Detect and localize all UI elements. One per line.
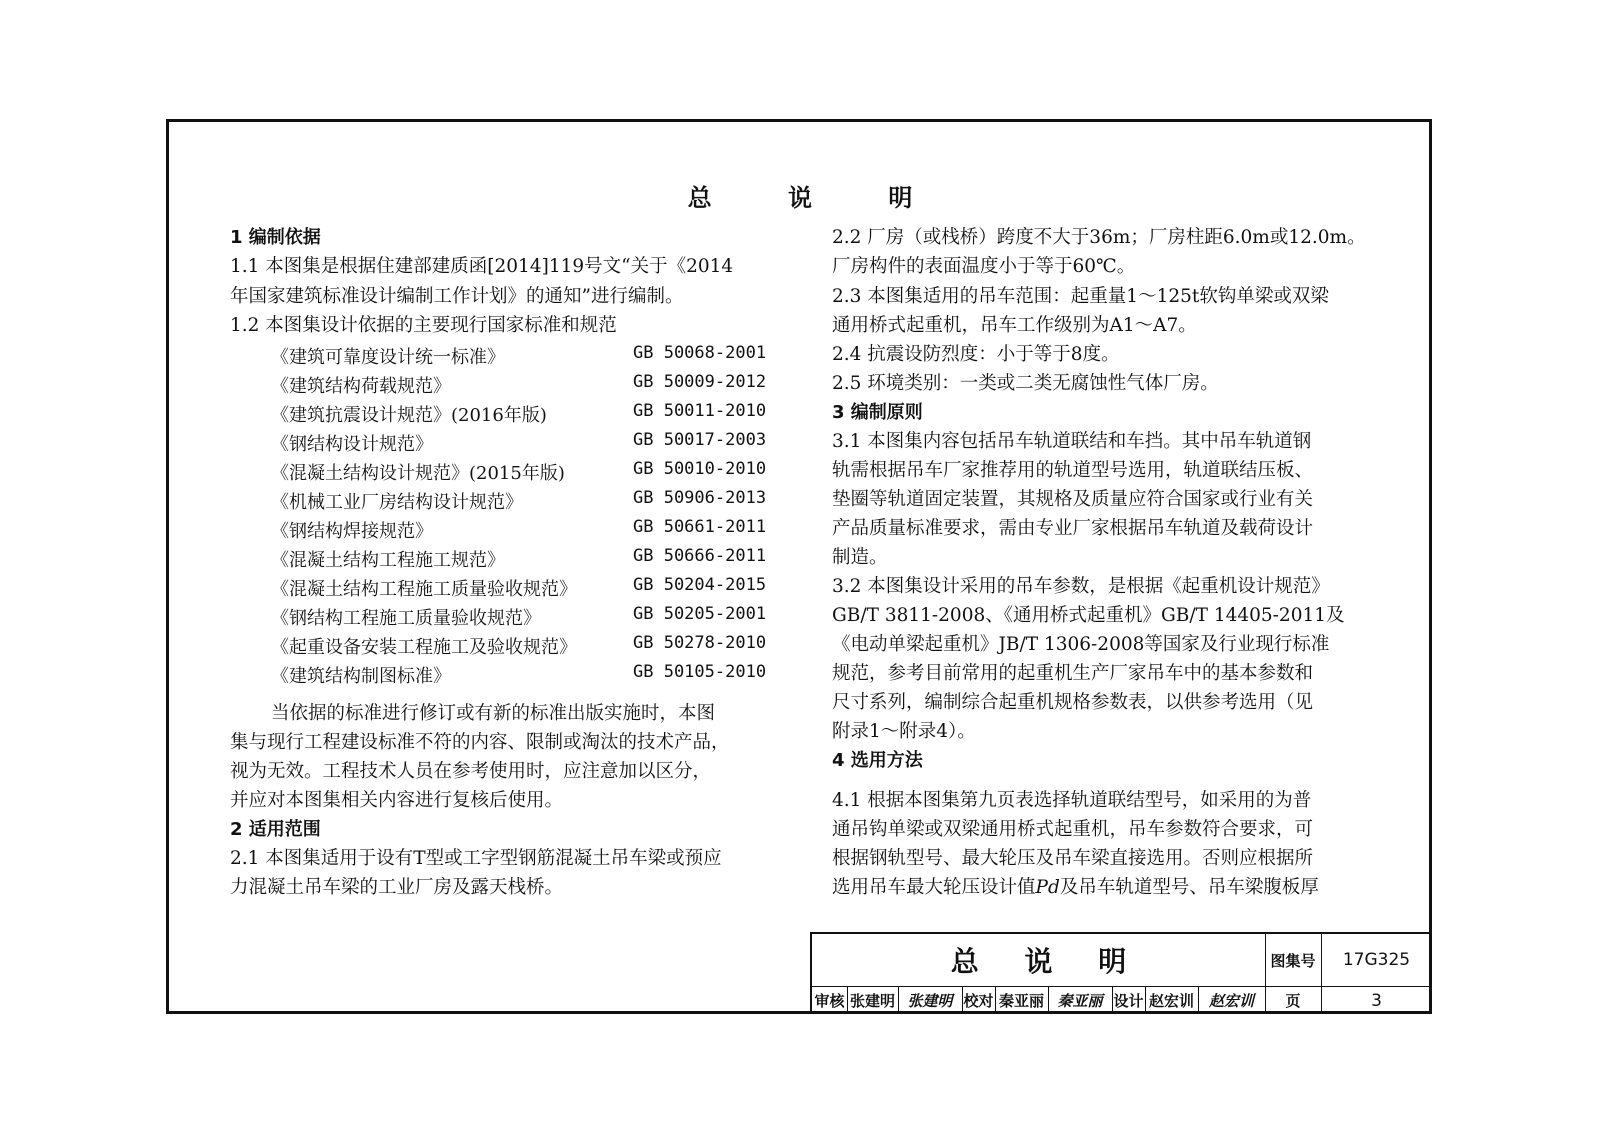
clause-3-2-line2: GB/T 3811-2008、《通用桥式起重机》GB/T 14405-2011及 [832, 605, 1345, 626]
section-3-heading: 3 编制原则 [832, 402, 923, 423]
standard-row [0, 633, 800, 657]
clause-3-2-line6: 附录1～附录4）。 [832, 721, 976, 742]
page-number: 3 [1371, 990, 1382, 1011]
section-2-heading: 2 适用范围 [230, 819, 321, 840]
standard-name: 《建筑结构制图标准》 [271, 666, 451, 687]
clause-4-1-line4-a: 选用吊车最大轮压设计值 [832, 877, 1036, 898]
designer-name: 赵宏训 [1148, 992, 1194, 1010]
standard-row [0, 546, 800, 570]
clause-4-1-line3: 根据钢轨型号、最大轮压及吊车梁直接选用。否则应根据所 [832, 848, 1314, 869]
note-line-1: 当依据的标准进行修订或有新的标准出版实施时，本图 [271, 703, 716, 724]
clause-3-1-line1: 3.1 本图集内容包括吊车轨道联结和车挡。其中吊车轨道钢 [832, 431, 1312, 452]
clause-1-1-line1: 1.1 本图集是根据住建部建质函[2014]119号文“关于《2014 [230, 256, 734, 277]
standard-name: 《建筑结构荷载规范》 [271, 376, 451, 397]
standard-row [0, 662, 800, 686]
clause-2-2-line1: 2.2 厂房（或栈桥）跨度不大于36m；厂房柱距6.0m或12.0m。 [832, 227, 1366, 248]
standard-row [0, 401, 800, 425]
reviewer-signature: 张建明 [907, 992, 953, 1010]
standard-code: GB 50009-2012 [633, 372, 767, 392]
section-4-heading: 4 选用方法 [832, 750, 923, 771]
title-block-drawing-title: 总 说 明 [950, 945, 1145, 978]
clause-2-2-line2: 厂房构件的表面温度小于等于60℃。 [832, 256, 1136, 277]
standard-name: 《起重设备安装工程施工及验收规范》 [271, 637, 577, 658]
standard-row [0, 372, 800, 396]
clause-2-3-line1: 2.3 本图集适用的吊车范围：起重量1～125t软钩单梁或双梁 [832, 286, 1329, 307]
standard-name: 《建筑抗震设计规范》(2016年版) [271, 405, 547, 426]
reviewer-name: 张建明 [849, 992, 895, 1010]
title-block [810, 932, 1432, 1014]
standard-row [0, 517, 800, 541]
clause-3-2-line1: 3.2 本图集设计采用的吊车参数，是根据《起重机设计规范》 [832, 576, 1330, 597]
standard-row [0, 575, 800, 599]
atlas-no-label: 图集号 [1270, 951, 1316, 970]
clause-4-1-line4 [832, 876, 1319, 900]
clause-2-4: 2.4 抗震设防烈度：小于等于8度。 [832, 344, 1120, 365]
standard-row [0, 604, 800, 628]
note-line-4: 并应对本图集相关内容进行复核后使用。 [230, 790, 564, 811]
atlas-no: 17G325 [1342, 950, 1411, 970]
checker-signature: 秦亚丽 [1057, 992, 1103, 1010]
standard-name: 《钢结构设计规范》 [271, 434, 433, 455]
standard-row [0, 459, 800, 483]
section-1-heading: 1 编制依据 [230, 227, 321, 248]
clause-3-1-line4: 产品质量标准要求，需由专业厂家根据吊车轨道及载荷设计 [832, 518, 1314, 539]
standard-code: GB 50204-2015 [633, 575, 767, 595]
standard-code: GB 50017-2003 [633, 430, 767, 450]
clause-2-5: 2.5 环境类别：一类或二类无腐蚀性气体厂房。 [832, 373, 1219, 394]
standard-row [0, 343, 800, 367]
standard-row [0, 430, 800, 454]
clause-3-2-line4: 规范，参考目前常用的起重机生产厂家吊车中的基本参数和 [832, 663, 1314, 684]
design-label: 设计 [1113, 992, 1144, 1010]
standard-code: GB 50105-2010 [633, 662, 767, 682]
check-label: 校对 [963, 992, 994, 1010]
clause-3-1-line3: 垫圈等轨道固定装置，其规格及质量应符合国家或行业有关 [832, 489, 1314, 510]
clause-3-1-line5: 制造。 [832, 547, 888, 568]
standard-code: GB 50011-2010 [633, 401, 767, 421]
standard-code: GB 50666-2011 [633, 546, 767, 566]
clause-2-1-line1: 2.1 本图集适用于设有T型或工字型钢筋混凝土吊车梁或预应 [230, 848, 722, 869]
clause-4-1-line2: 通吊钩单梁或双梁通用桥式起重机，吊车参数符合要求，可 [832, 819, 1314, 840]
standard-name: 《建筑可靠度设计统一标准》 [271, 347, 505, 368]
clause-1-1-line2: 年国家建筑标准设计编制工作计划》的通知”进行编制。 [230, 286, 684, 307]
clause-3-2-line5: 尺寸系列，编制综合起重机规格参数表，以供参考选用（见 [832, 692, 1314, 713]
standard-name: 《机械工业厂房结构设计规范》 [271, 492, 523, 513]
standard-name: 《混凝土结构工程施工质量验收规范》 [271, 579, 577, 600]
clause-2-3-line2: 通用桥式起重机，吊车工作级别为A1～A7。 [832, 315, 1197, 336]
standard-name: 《混凝土结构工程施工规范》 [271, 550, 505, 571]
wheel-load-symbol: Pd [1035, 877, 1060, 898]
clause-1-2: 1.2 本图集设计依据的主要现行国家标准和规范 [230, 315, 617, 336]
review-label: 审核 [814, 992, 845, 1010]
clause-4-1-line1: 4.1 根据本图集第九页表选择轨道联结型号，如采用的为普 [832, 790, 1312, 811]
standard-code: GB 50278-2010 [633, 633, 767, 653]
clause-3-1-line2: 轨需根据吊车厂家推荐用的轨道型号选用，轨道联结压板、 [832, 460, 1314, 481]
page-label: 页 [1285, 992, 1301, 1010]
standard-code: GB 50010-2010 [633, 459, 767, 479]
checker-name: 秦亚丽 [998, 992, 1044, 1010]
standard-code: GB 50205-2001 [633, 604, 767, 624]
clause-3-2-line3: 《电动单梁起重机》JB/T 1306-2008等国家及行业现行标准 [832, 634, 1330, 655]
standard-name: 《混凝土结构设计规范》(2015年版) [271, 463, 565, 484]
clause-4-1-line4-b: 及吊车轨道型号、吊车梁腹板厚 [1059, 877, 1319, 898]
standard-code: GB 50661-2011 [633, 517, 767, 537]
standard-name: 《钢结构工程施工质量验收规范》 [271, 608, 541, 629]
clause-2-1-line2: 力混凝土吊车梁的工业厂房及露天栈桥。 [230, 877, 564, 898]
page-title: 总 说 明 [687, 184, 947, 212]
designer-signature: 赵宏训 [1208, 992, 1254, 1010]
note-line-3: 视为无效。工程技术人员在参考使用时，应注意加以区分， [230, 761, 712, 782]
standard-code: GB 50906-2013 [633, 488, 767, 508]
note-line-2: 集与现行工程建设标准不符的内容、限制或淘汰的技术产品， [230, 732, 730, 753]
standard-row [0, 488, 800, 512]
standard-name: 《钢结构焊接规范》 [271, 521, 433, 542]
standard-code: GB 50068-2001 [633, 343, 767, 363]
